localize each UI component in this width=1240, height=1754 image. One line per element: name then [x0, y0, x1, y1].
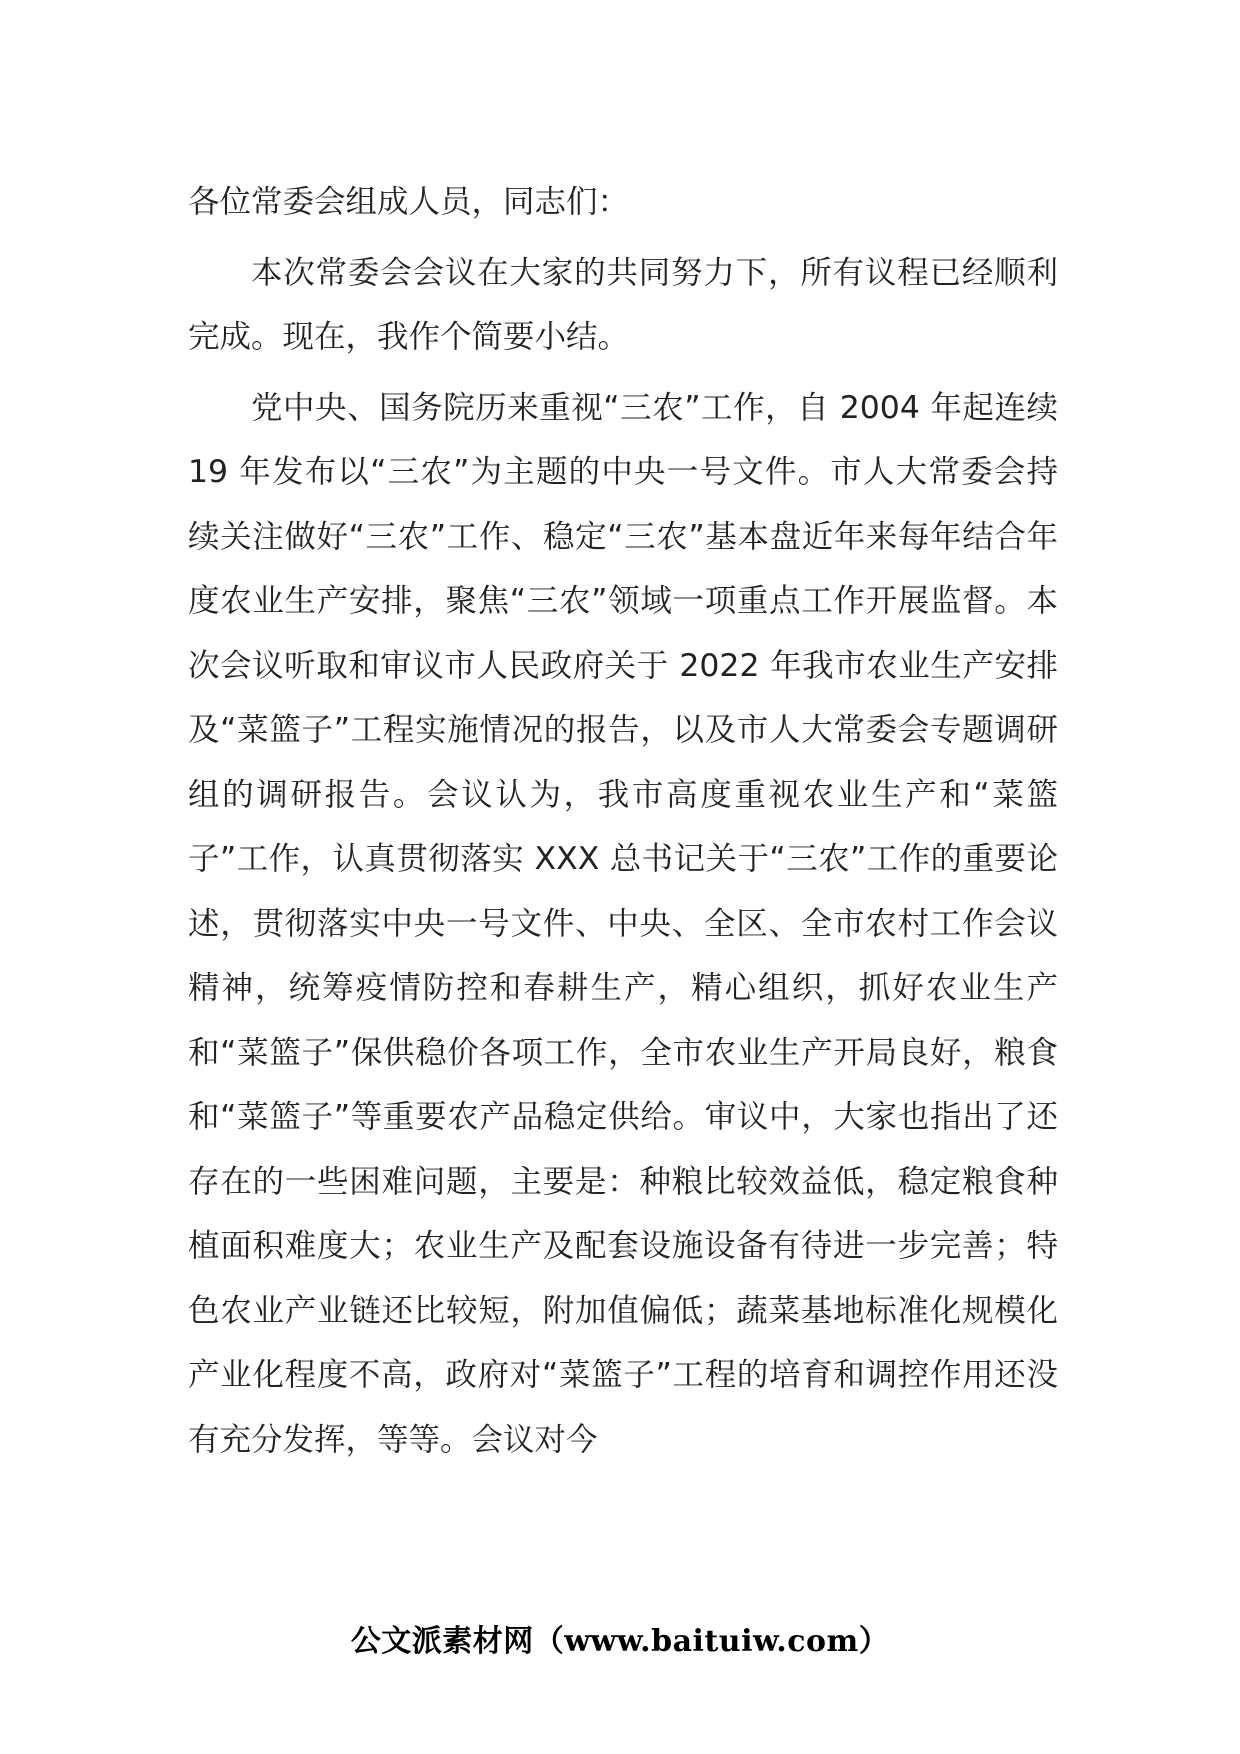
- paragraph-2: 党中央、国务院历来重视“三农”工作，自 2004 年起连续 19 年发布以“三农”为主题的中央一号文件。市人大常委会持续关注做好“三农”工作、稳定“三农”基本盘近年来每年结合年度农业生产安排，聚焦“三农”领域一项重点工作开展监督。本次会议听取和审议市人民政府关于 2022 年我市农业生产安排及“菜篮子”工程实施情况的报告，以及市人大常委会专题调研组的调研报告。会议认为，我市高度重视农业生产和“菜篮子”工作，认真贯彻落实 XXX 总书记关于“三农”工作的重要论述，贯彻落实中央一号文件、中央、全区、全市农村工作会议精神，统筹疫情防控和春耕生产，精心组织，抓好农业生产和“菜篮子”保供稳价各项工作，全市农业生产开局良好，粮食和“菜篮子”等重要农产品稳定供给。审议中，大家也指出了还存在的一些困难问题，主要是：种粮比较效益低，稳定粮食种植面积难度大；农业生产及配套设施设备有待进一步完善；特色农业产业链还比较短，附加值偏低；蔬菜基地标准化规模化产业化程度不高，政府对“菜篮子”工程的培育和调控作用还没有充分发挥，等等。会议对今: [188, 389, 1058, 1458]
- footer-watermark: 公文派素材网（www.baituiw.com）: [350, 1624, 890, 1659]
- document-body: [188, 170, 1058, 1478]
- salutation: 各位常委会组成人员，同志们：: [188, 184, 630, 220]
- paragraph-1: 本次常委会会议在大家的共同努力下，所有议程已经顺利完成。现在，我作个简要小结。: [188, 254, 1058, 355]
